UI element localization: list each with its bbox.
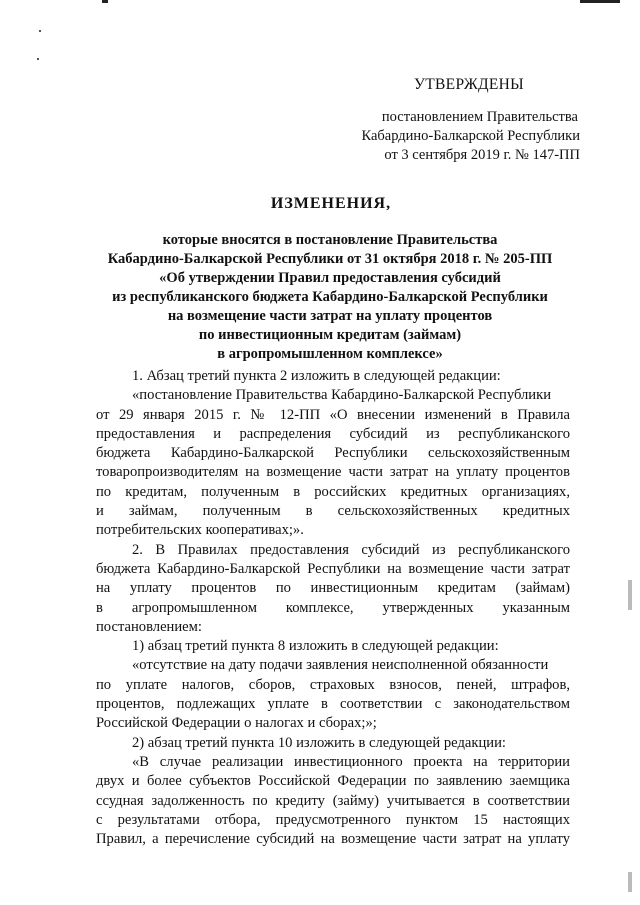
decree-line: Кабардино-Балкарской Республики bbox=[361, 128, 580, 144]
body-line: на уплату процентов по инвестиционным кредитам (займам) bbox=[96, 580, 570, 597]
body-line: по кредитам, полученным в российских кредитных организациях, bbox=[96, 483, 570, 500]
body-line: «отсутствие на дату подачи заявления неисполненной обязанности bbox=[132, 657, 549, 674]
document-subtitle bbox=[0, 231, 640, 364]
decree-line: постановлением Правительства bbox=[381, 109, 578, 125]
body-line: «постановление Правительства Кабардино-Балкарской Республики bbox=[132, 387, 552, 404]
document-body bbox=[96, 367, 570, 849]
subtitle-line: которые вносятся в постановление Правительства bbox=[162, 232, 498, 248]
approval-stamp-heading: УТВЕРЖДЕНЫ bbox=[414, 76, 524, 93]
subtitle-line: в агропромышленном комплексе» bbox=[217, 346, 443, 362]
subtitle-line: Кабардино-Балкарской Республики от 31 октября 2018 г. № 205-ПП bbox=[107, 251, 553, 267]
body-line: «В случае реализации инвестиционного проекта на территории bbox=[132, 753, 570, 770]
body-line: процентов, подлежащих уплате в соответствии с законодательством bbox=[96, 696, 570, 713]
body-line: потребительских кооперативах;». bbox=[96, 522, 304, 539]
decree-reference bbox=[300, 108, 580, 165]
body-line: товаропроизводителям на возмещение части затрат на уплату процентов bbox=[96, 464, 570, 481]
body-line: 2. В Правилах предоставления субсидий из республиканского bbox=[132, 541, 570, 558]
body-line: 1. Абзац третий пункта 2 изложить в следующей редакции: bbox=[132, 368, 501, 384]
body-line: бюджета Кабардино-Балкарской Республики сельскохозяйственным bbox=[96, 445, 570, 462]
body-line: по уплате налогов, сборов, страховых взносов, пеней, штрафов, bbox=[96, 676, 570, 693]
body-line: Правил, а перечисление субсидий на возмещение части затрат на уплату bbox=[96, 831, 570, 848]
subtitle-line: на возмещение части затрат на уплату процентов bbox=[167, 308, 493, 324]
body-line: в агропромышленном комплексе, утвержденных указанным bbox=[96, 599, 570, 616]
scan-speck bbox=[37, 58, 39, 60]
body-line: постановлением: bbox=[96, 618, 202, 635]
body-line: от 29 января 2015 г. № 12-ПП «О внесении изменений в Правила bbox=[96, 406, 570, 423]
scan-edge-mark bbox=[628, 580, 632, 610]
body-line: ссудная задолженность по кредиту (займу) учитывается в соответствии bbox=[96, 792, 570, 809]
scan-artifact bbox=[580, 0, 620, 3]
body-line: 1) абзац третий пункта 8 изложить в следующей редакции: bbox=[132, 638, 499, 655]
subtitle-line: по инвестиционным кредитам (займам) bbox=[198, 327, 462, 343]
body-line: предоставления и распределения субсидий из республиканского bbox=[96, 425, 570, 442]
body-line: и займам, полученным в сельскохозяйственных кредитных bbox=[96, 503, 570, 520]
document-title: ИЗМЕНЕНИЯ, bbox=[270, 195, 392, 212]
scan-artifact bbox=[102, 0, 108, 3]
scan-edge-mark bbox=[628, 872, 632, 892]
body-line: двух и более субъектов Российской Федерации по заявлению заемщика bbox=[96, 773, 570, 790]
body-line: Российской Федерации о налогах и сборах;»; bbox=[96, 715, 377, 732]
scan-speck bbox=[39, 30, 41, 32]
subtitle-line: из республиканского бюджета Кабардино-Балкарской Республики bbox=[112, 289, 548, 305]
body-line: бюджета Кабардино-Балкарской Республики на возмещение части затрат bbox=[96, 560, 570, 577]
body-line: с результатами отбора, предусмотренного пунктом 15 настоящих bbox=[96, 811, 570, 828]
body-line: 2) абзац третий пункта 10 изложить в следующей редакции: bbox=[132, 734, 506, 751]
subtitle-line: «Об утверждении Правил предоставления субсидий bbox=[159, 270, 501, 286]
decree-line: от 3 сентября 2019 г. № 147-ПП bbox=[384, 147, 580, 163]
